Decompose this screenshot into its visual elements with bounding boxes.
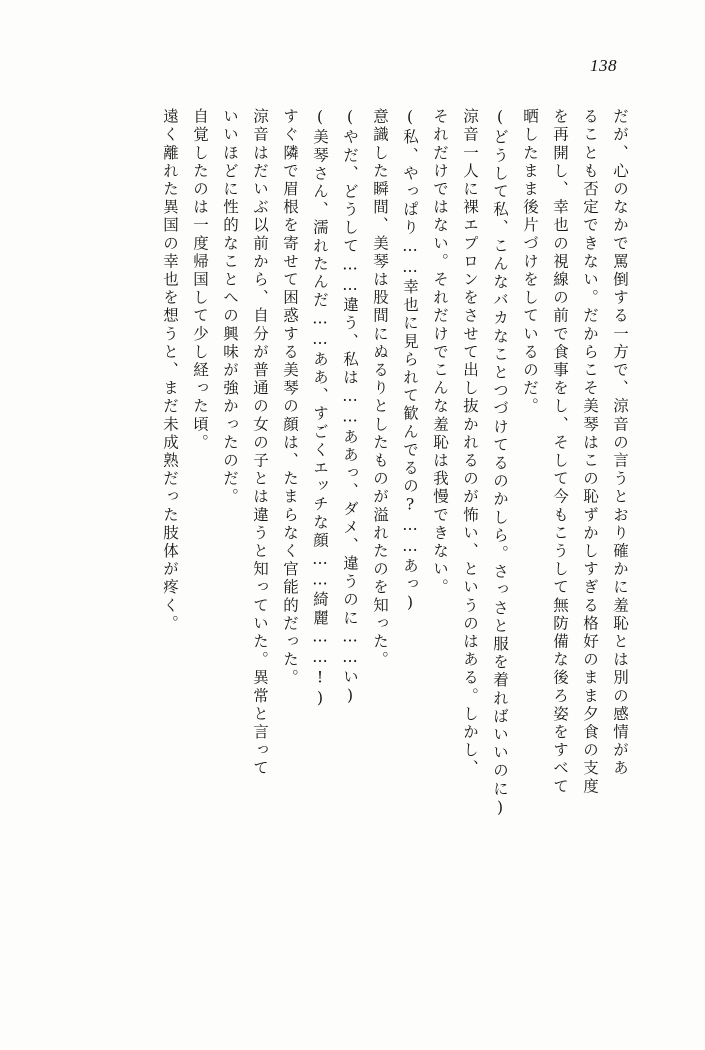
text-line: それだけではない。それだけでこんな羞恥は我慢できない。 <box>431 108 449 597</box>
vertical-text-block <box>60 108 627 988</box>
text-line: ることも否定できない。だからこそ美琴はこの恥ずかしすぎる格好のまま夕食の支度 <box>581 108 599 796</box>
text-line: 自覚したのは一度帰国して少し経った頃。 <box>191 108 209 452</box>
text-line: (やだ、どうして……違う、私は……ああっ、ダメ、違うのに……い) <box>341 108 359 708</box>
text-line: (私、やっぱり……幸也に見られて歓んでるの?……あっ) <box>401 108 419 615</box>
page-number: 138 <box>590 56 617 75</box>
text-line: (美琴さん、濡れたんだ……ああ、すごくエッチな顔……綺麗……!) <box>311 108 329 710</box>
text-line: (どうして私、こんなバカなことつづけてるのかしら。さっさと服を着ればいいのに) <box>491 108 509 819</box>
text-line: いいほどに性的なことへの興味が強かったのだ。 <box>221 108 239 507</box>
text-line: 晒したまま後片づけをしているのだ。 <box>521 108 539 416</box>
text-line: 遠く離れた異国の幸也を想うと、まだ未成熟だった肢体が疼く。 <box>161 108 179 633</box>
text-line: を再開し、幸也の視線の前で食事をし、そして今もこうして無防備な後ろ姿をすべて <box>551 108 569 796</box>
text-line: だが、心のなかで罵倒する一方で、涼音の言うとおり確かに羞恥とは別の感情があ <box>611 108 629 778</box>
text-line: 涼音はだいぶ以前から、自分が普通の女の子とは違うと知っていた。異常と言って <box>251 108 269 778</box>
text-line: すぐ隣で眉根を寄せて困惑する美琴の顔は、たまらなく官能的だった。 <box>281 108 299 688</box>
text-line: 意識した瞬間、美琴は股間にぬるりとしたものが溢れたのを知った。 <box>371 108 389 670</box>
text-line: 涼音一人に裸エプロンをさせて出し抜かれるのが怖い、というのはある。しかし、 <box>461 108 479 778</box>
